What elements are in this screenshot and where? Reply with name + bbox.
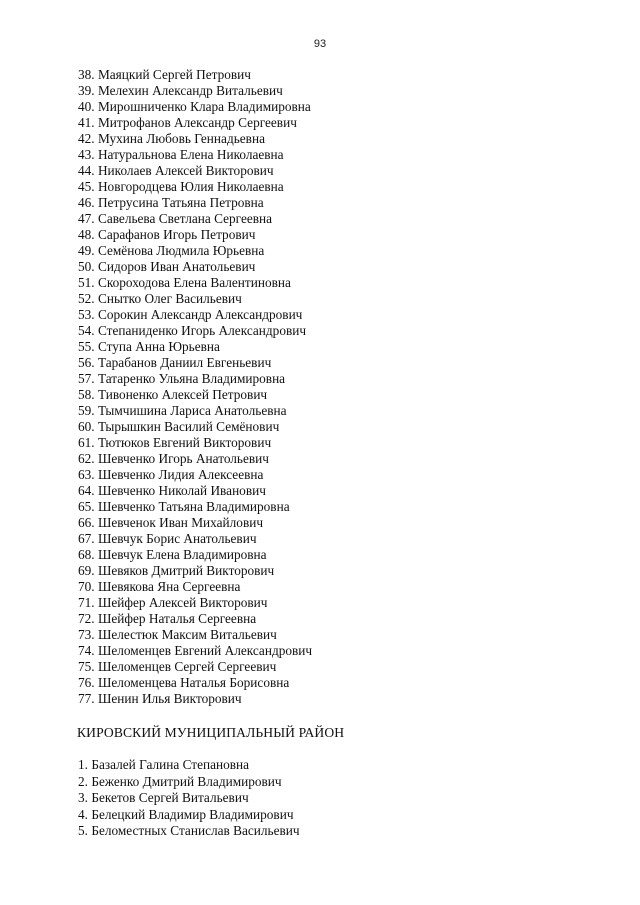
list-item-name: Шевчук Елена Владимировна [97, 547, 267, 562]
section-heading: КИРОВСКИЙ МУНИЦИПАЛЬНЫЙ РАЙОН [77, 725, 345, 740]
list-item-number: 39. [78, 83, 95, 98]
list-item-number: 68. [78, 547, 95, 562]
list-item-name: Сарафанов Игорь Петрович [97, 227, 256, 242]
list-item-name: Семёнова Людмила Юрьевна [97, 243, 265, 258]
list-item [78, 531, 312, 547]
list-item-name: Шевченок Иван Михайлович [97, 515, 264, 530]
list-item-name: Тивоненко Алексей Петрович [97, 387, 268, 402]
list-item-name: Шевчук Борис Анатольевич [97, 531, 257, 546]
list-item-name: Шевченко Игорь Анатольевич [97, 451, 269, 466]
list-item [78, 451, 312, 467]
list-item [78, 355, 312, 371]
list-item-name: Петрусина Татьяна Петровна [97, 195, 264, 210]
list-item [78, 195, 312, 211]
list-item-number: 76. [78, 675, 95, 690]
list-item-number: 57. [78, 371, 95, 386]
list-item-number: 74. [78, 643, 95, 658]
list-item-number: 4. [78, 806, 88, 822]
list-item-number: 43. [78, 147, 95, 162]
list-item-number: 73. [78, 627, 95, 642]
list-item-name: Базалей Галина Степановна [91, 757, 250, 772]
list-item [78, 131, 312, 147]
list-item [78, 823, 300, 840]
list-item [78, 691, 312, 707]
list-item-number: 3. [78, 790, 88, 805]
list-item-number: 51. [78, 275, 95, 290]
list-item [78, 67, 312, 83]
list-item [78, 627, 312, 643]
list-item-name: Снытко Олег Васильевич [97, 291, 242, 306]
list-item-number: 40. [78, 99, 95, 114]
list-item [78, 115, 312, 131]
list-item-number: 70. [78, 579, 95, 594]
list-item-number: 71. [78, 595, 95, 610]
list-item-number: 55. [78, 339, 95, 354]
list-item-name: Шеломенцева Наталья Борисовна [97, 675, 290, 690]
list-item-name: Николаев Алексей Викторович [97, 163, 274, 178]
list-item-name: Маяцкий Сергей Петрович [97, 67, 251, 82]
list-item-name: Мирошниченко Клара Владимировна [97, 99, 311, 114]
list-item-number: 60. [78, 419, 95, 434]
list-item [78, 659, 312, 675]
list-item-name: Белецкий Владимир Владимирович [91, 806, 294, 822]
list-item-name: Шевченко Татьяна Владимировна [97, 499, 290, 514]
list-item-name: Шевченко Лидия Алексеевна [97, 467, 264, 482]
list-item-name: Сорокин Александр Александрович [97, 307, 303, 322]
list-item [78, 147, 312, 163]
list-item-name: Шевченко Николай Иванович [97, 483, 266, 498]
list-item [78, 387, 312, 403]
list-item-name: Мухина Любовь Геннадьевна [97, 131, 265, 146]
list-item-number: 48. [78, 227, 95, 242]
list-item-number: 52. [78, 291, 95, 306]
list-item-number: 2. [78, 773, 88, 789]
list-item [78, 99, 312, 115]
list-item-number: 5. [78, 823, 88, 838]
list-item-name: Степаниденко Игорь Александрович [97, 323, 307, 338]
list-item [78, 611, 312, 627]
list-item-number: 58. [78, 387, 95, 402]
list-item-name: Шелестюк Максим Витальевич [97, 627, 277, 642]
list-item-number: 72. [78, 611, 95, 626]
list-item-name: Ступа Анна Юрьевна [97, 339, 220, 354]
list-item [78, 435, 312, 451]
list-item-name: Мелехин Александр Витальевич [97, 83, 283, 98]
list-item-number: 54. [78, 323, 95, 338]
list-item [78, 323, 312, 339]
list-item [78, 163, 312, 179]
list-item-name: Шейфер Алексей Викторович [97, 595, 268, 610]
list-item [78, 563, 312, 579]
list-item-name: Тымчишина Лариса Анатольевна [97, 403, 287, 418]
list-item-name: Сидоров Иван Анатольевич [97, 259, 256, 274]
list-item-number: 41. [78, 115, 95, 130]
list-item-number: 77. [78, 691, 95, 706]
list-item [78, 83, 312, 99]
list-item-name: Скороходова Елена Валентиновна [97, 275, 291, 290]
list-item-number: 44. [78, 163, 95, 178]
list-item [78, 675, 312, 691]
list-item-name: Шевяков Дмитрий Викторович [97, 563, 275, 578]
list-item [78, 403, 312, 419]
list-item-number: 47. [78, 211, 95, 226]
list-item-number: 66. [78, 515, 95, 530]
list-item-number: 45. [78, 179, 95, 194]
list-item [78, 371, 312, 387]
list-item-number: 59. [78, 403, 95, 418]
list-item-number: 53. [78, 307, 95, 322]
page-number: 93 [313, 38, 327, 50]
list-item-name: Шеломенцев Сергей Сергеевич [97, 659, 277, 674]
list-item-number: 69. [78, 563, 95, 578]
list-item [78, 243, 312, 259]
list-item-name: Шевякова Яна Сергеевна [97, 579, 241, 594]
section-name-list [78, 757, 300, 840]
list-item [78, 579, 312, 595]
list-item-number: 42. [78, 131, 95, 146]
list-item-name: Новгородцева Юлия Николаевна [97, 179, 284, 194]
list-item-name: Савельева Светлана Сергеевна [97, 211, 273, 226]
list-item-number: 1. [78, 757, 88, 772]
list-item [78, 774, 300, 791]
list-item-name: Натуральнова Елена Николаевна [97, 147, 284, 162]
list-item [78, 790, 300, 807]
list-item [78, 227, 312, 243]
list-item [78, 547, 312, 563]
list-item [78, 757, 300, 774]
list-item [78, 275, 312, 291]
list-item-name: Шейфер Наталья Сергеевна [97, 611, 257, 626]
list-item [78, 499, 312, 515]
list-item-number: 65. [78, 499, 95, 514]
list-item-name: Митрофанов Александр Сергеевич [97, 115, 297, 130]
list-item-number: 49. [78, 243, 95, 258]
list-item [78, 807, 300, 824]
list-item [78, 339, 312, 355]
list-item-name: Шенин Илья Викторович [97, 691, 242, 706]
list-item-number: 62. [78, 451, 95, 466]
list-item-name: Беженко Дмитрий Владимирович [91, 773, 282, 789]
name-list [78, 67, 312, 707]
list-item-name: Тарабанов Даниил Евгеньевич [97, 355, 272, 370]
list-item [78, 419, 312, 435]
list-item-name: Шеломенцев Евгений Александрович [97, 643, 313, 658]
list-item-number: 64. [78, 483, 95, 498]
list-item [78, 211, 312, 227]
list-item-name: Татаренко Ульяна Владимировна [97, 371, 286, 386]
list-item [78, 483, 312, 499]
list-item [78, 467, 312, 483]
list-item-name: Тютюков Евгений Викторович [97, 435, 272, 450]
list-item [78, 595, 312, 611]
list-item-name: Тырышкин Василий Семёнович [97, 419, 280, 434]
list-item-number: 46. [78, 195, 95, 210]
list-item [78, 515, 312, 531]
list-item [78, 307, 312, 323]
list-item-number: 63. [78, 467, 95, 482]
list-item-number: 38. [78, 67, 95, 82]
list-item-number: 61. [78, 435, 95, 450]
list-item-number: 50. [78, 259, 95, 274]
list-item-number: 75. [78, 659, 95, 674]
list-item-name: Бекетов Сергей Витальевич [91, 790, 249, 805]
list-item-number: 67. [78, 531, 95, 546]
list-item [78, 643, 312, 659]
list-item [78, 179, 312, 195]
list-item-name: Беломестных Станислав Васильевич [91, 823, 300, 838]
list-item [78, 291, 312, 307]
list-item [78, 259, 312, 275]
list-item-number: 56. [78, 355, 95, 370]
